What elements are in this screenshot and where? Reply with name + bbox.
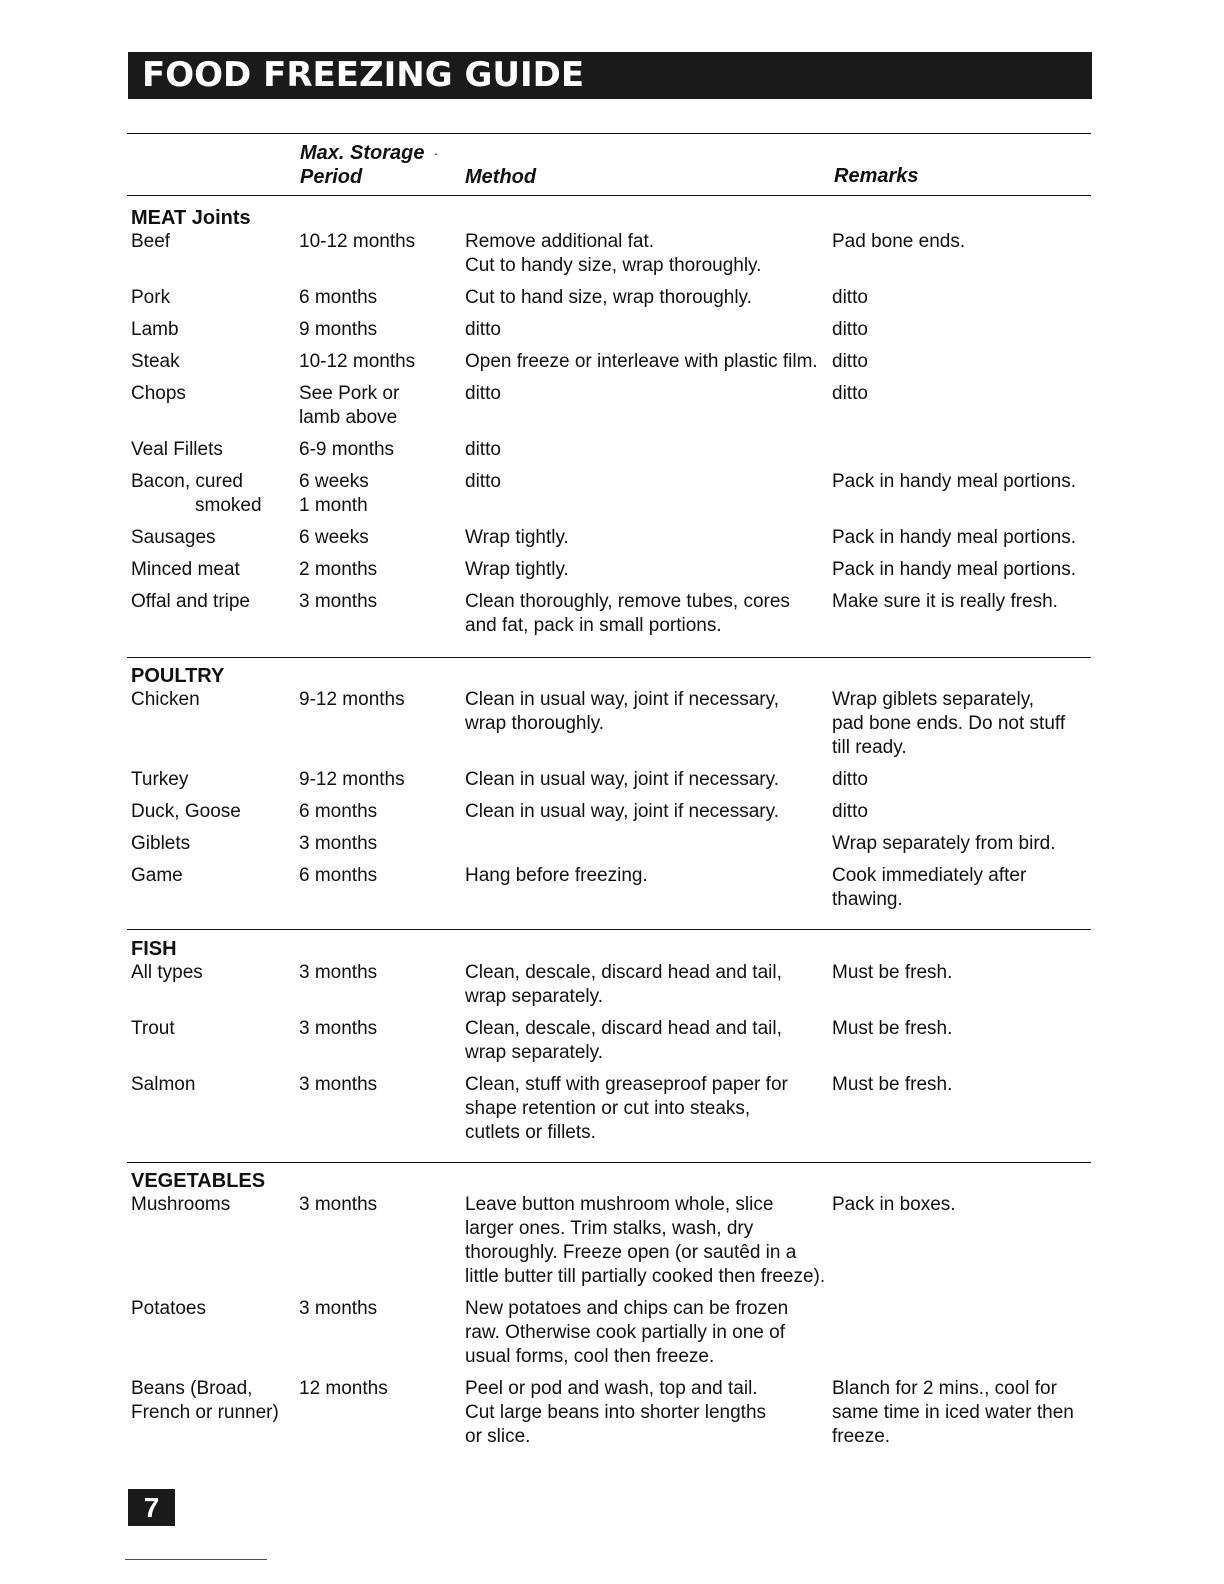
method-line: Clean, descale, discard head and tail,	[465, 1018, 782, 1039]
storage-period-line: 6-9 months	[299, 439, 395, 460]
storage-period-cell	[299, 350, 449, 374]
food-item-line: All types	[131, 962, 203, 983]
table-row	[131, 768, 1091, 792]
food-item-cell	[131, 526, 291, 550]
method-line: ditto	[465, 319, 501, 340]
method-line: Clean in usual way, joint if necessary,	[465, 689, 780, 710]
food-item-cell	[131, 864, 291, 888]
storage-period-line: 6 weeks	[299, 471, 369, 492]
remarks-cell	[832, 230, 1090, 254]
table-row	[131, 864, 1091, 912]
table-row	[131, 800, 1091, 824]
remarks-line: Blanch for 2 mins., cool for	[832, 1378, 1057, 1399]
storage-period-cell	[299, 1297, 449, 1321]
table-row	[131, 470, 1091, 518]
section-meat	[131, 206, 1091, 646]
storage-period-line: 9-12 months	[299, 689, 405, 710]
method-line: wrap separately.	[465, 986, 603, 1007]
method-line: Cut to handy size, wrap thoroughly.	[465, 255, 762, 276]
method-line: Peel or pod and wash, top and tail.	[465, 1378, 758, 1399]
method-line: Clean thoroughly, remove tubes, cores	[465, 591, 790, 612]
method-line: usual forms, cool then freeze.	[465, 1346, 715, 1367]
food-item-line: Minced meat	[131, 559, 240, 580]
remarks-line: Pack in boxes.	[832, 1194, 956, 1215]
storage-period-cell	[299, 800, 449, 824]
method-line: shape retention or cut into steaks,	[465, 1098, 751, 1119]
method-line: Clean, stuff with greaseproof paper for	[465, 1074, 788, 1095]
remarks-cell	[832, 961, 1090, 985]
method-line: Leave button mushroom whole, slice	[465, 1194, 774, 1215]
table-row	[131, 1073, 1091, 1145]
remarks-cell	[832, 1193, 1090, 1217]
food-item-line: Trout	[131, 1018, 175, 1039]
remarks-line: Pad bone ends.	[832, 231, 966, 252]
method-cell	[465, 350, 831, 374]
method-line: ditto	[465, 471, 501, 492]
method-cell	[465, 318, 831, 342]
remarks-line: same time in iced water then	[832, 1402, 1074, 1423]
method-line: or slice.	[465, 1426, 531, 1447]
storage-period-cell	[299, 230, 449, 254]
method-cell	[465, 558, 831, 582]
remarks-line: Must be fresh.	[832, 1074, 953, 1095]
storage-period-line: 6 months	[299, 801, 378, 822]
remarks-line: ditto	[832, 383, 868, 404]
storage-period-cell	[299, 318, 449, 342]
remarks-line: ditto	[832, 351, 868, 372]
storage-period-cell	[299, 864, 449, 888]
remarks-cell	[832, 864, 1090, 912]
food-item-line: Chops	[131, 383, 186, 404]
food-item-cell	[131, 558, 291, 582]
method-line: larger ones. Trim stalks, wash, dry	[465, 1218, 754, 1239]
food-item-cell	[131, 470, 291, 518]
storage-period-line: 9 months	[299, 319, 378, 340]
food-item-line: Potatoes	[131, 1298, 206, 1319]
remarks-line: till ready.	[832, 737, 907, 758]
table-row	[131, 961, 1091, 1009]
header-bottom-rule	[127, 195, 1091, 196]
storage-period-line: 9-12 months	[299, 769, 405, 790]
method-line: Clean in usual way, joint if necessary.	[465, 769, 780, 790]
header-period-line1: Max. Storage	[300, 142, 425, 164]
remarks-line: Must be fresh.	[832, 1018, 953, 1039]
food-item-cell	[131, 286, 291, 310]
remarks-line: ditto	[832, 319, 868, 340]
remarks-line: Cook immediately after	[832, 865, 1027, 886]
storage-period-cell	[299, 526, 449, 550]
method-line: New potatoes and chips can be frozen	[465, 1298, 789, 1319]
section-title: POULTRY	[131, 665, 225, 687]
remarks-cell	[832, 558, 1090, 582]
table-row	[131, 230, 1091, 278]
storage-period-cell	[299, 1377, 449, 1401]
table-row	[131, 558, 1091, 582]
table-row	[131, 832, 1091, 856]
method-line: ditto	[465, 439, 501, 460]
page-title: FOOD FREEZING GUIDE	[142, 55, 585, 95]
remarks-line: Must be fresh.	[832, 962, 953, 983]
remarks-cell	[832, 832, 1090, 856]
remarks-line: Pack in handy meal portions.	[832, 559, 1076, 580]
method-line: thoroughly. Freeze open (or sautêd in a	[465, 1242, 797, 1263]
method-line: Wrap tightly.	[465, 527, 569, 548]
food-item-line: Beans (Broad,	[131, 1378, 253, 1399]
food-item-cell	[131, 800, 291, 824]
remarks-cell	[832, 526, 1090, 550]
table-row	[131, 438, 1091, 462]
storage-period-cell	[299, 470, 449, 518]
remarks-cell	[832, 318, 1090, 342]
method-line: Cut large beans into shorter lengths	[465, 1402, 767, 1423]
method-line: little butter till partially cooked then freeze).	[465, 1266, 826, 1287]
method-cell	[465, 1377, 831, 1449]
header-top-rule	[127, 133, 1091, 134]
table-row	[131, 318, 1091, 342]
food-item-cell	[131, 1297, 291, 1321]
storage-period-line: 3 months	[299, 1194, 378, 1215]
title-bar	[128, 52, 1092, 99]
food-item-cell	[131, 590, 291, 614]
method-cell	[465, 1297, 831, 1369]
table-row	[131, 1377, 1091, 1449]
page-number: 7	[128, 1489, 175, 1526]
section-title: VEGETABLES	[131, 1170, 266, 1192]
food-item-cell	[131, 1377, 291, 1425]
method-line: Clean, descale, discard head and tail,	[465, 962, 782, 983]
food-item-line: Mushrooms	[131, 1194, 231, 1215]
storage-period-line: 12 months	[299, 1378, 388, 1399]
storage-period-line: 6 weeks	[299, 527, 369, 548]
food-item-cell	[131, 1193, 291, 1217]
storage-period-cell	[299, 382, 449, 430]
storage-period-line: 3 months	[299, 1298, 378, 1319]
food-item-cell	[131, 382, 291, 406]
food-item-cell	[131, 832, 291, 856]
remarks-cell	[832, 768, 1090, 792]
food-item-line: Steak	[131, 351, 180, 372]
food-item-cell	[131, 688, 291, 712]
remarks-line: ditto	[832, 801, 868, 822]
method-line: and fat, pack in small portions.	[465, 615, 722, 636]
section-title: FISH	[131, 938, 177, 960]
method-line: ditto	[465, 383, 501, 404]
food-item-line: Sausages	[131, 527, 216, 548]
header-period-line2: Period	[300, 166, 363, 188]
storage-period-line: See Pork or	[299, 383, 400, 404]
food-item-line: smoked	[195, 495, 262, 516]
method-line: wrap thoroughly.	[465, 713, 605, 734]
storage-period-line: 1 month	[299, 495, 368, 516]
table-row	[131, 350, 1091, 374]
remarks-cell	[832, 688, 1090, 760]
remarks-cell	[832, 1017, 1090, 1041]
method-cell	[465, 1193, 831, 1289]
table-row	[131, 688, 1091, 760]
remarks-cell	[832, 286, 1090, 310]
remarks-line: pad bone ends. Do not stuff	[832, 713, 1066, 734]
storage-period-line: lamb above	[299, 407, 398, 428]
method-cell	[465, 590, 831, 638]
storage-period-line: 3 months	[299, 591, 378, 612]
food-item-line: Giblets	[131, 833, 191, 854]
header-dot: .	[434, 142, 438, 158]
storage-period-cell	[299, 961, 449, 985]
method-cell	[465, 832, 831, 856]
remarks-cell	[832, 382, 1090, 406]
remarks-line: ditto	[832, 769, 868, 790]
storage-period-line: 10-12 months	[299, 231, 416, 252]
method-cell	[465, 688, 831, 736]
storage-period-line: 6 months	[299, 287, 378, 308]
storage-period-line: 3 months	[299, 833, 378, 854]
storage-period-cell	[299, 438, 449, 462]
table-row	[131, 382, 1091, 430]
header-remarks: Remarks	[834, 165, 919, 187]
food-item-cell	[131, 1073, 291, 1097]
food-item-line: Lamb	[131, 319, 179, 340]
header-method: Method	[465, 166, 537, 188]
food-item-cell	[131, 438, 291, 462]
method-cell	[465, 438, 831, 462]
storage-period-cell	[299, 590, 449, 614]
method-line: Remove additional fat.	[465, 231, 655, 252]
section-vegetables	[131, 1169, 1091, 1457]
food-item-line: Offal and tripe	[131, 591, 251, 612]
remarks-cell	[832, 1073, 1090, 1097]
method-cell	[465, 864, 831, 888]
food-item-line: Salmon	[131, 1074, 196, 1095]
method-cell	[465, 1017, 831, 1065]
storage-period-cell	[299, 286, 449, 310]
remarks-line: freeze.	[832, 1426, 891, 1447]
storage-period-cell	[299, 558, 449, 582]
method-cell	[465, 1073, 831, 1145]
food-item-cell	[131, 350, 291, 374]
method-cell	[465, 526, 831, 550]
storage-period-cell	[299, 688, 449, 712]
method-cell	[465, 470, 831, 494]
remarks-line: Pack in handy meal portions.	[832, 527, 1076, 548]
method-line: raw. Otherwise cook partially in one of	[465, 1322, 785, 1343]
method-line: Open freeze or interleave with plastic film.	[465, 351, 818, 372]
section-poultry	[131, 664, 1091, 920]
storage-period-cell	[299, 1073, 449, 1097]
footer-line	[125, 1559, 267, 1560]
remarks-line: Wrap separately from bird.	[832, 833, 1056, 854]
table-row	[131, 1297, 1091, 1369]
food-item-line: Chicken	[131, 689, 200, 710]
food-item-line: Duck, Goose	[131, 801, 241, 822]
storage-period-line: 3 months	[299, 1018, 378, 1039]
section-title: MEAT Joints	[131, 207, 251, 229]
storage-period-cell	[299, 1193, 449, 1217]
remarks-line: ditto	[832, 287, 868, 308]
storage-period-cell	[299, 768, 449, 792]
remarks-cell	[832, 1377, 1090, 1449]
food-item-cell	[131, 230, 291, 254]
remarks-cell	[832, 470, 1090, 494]
food-item-line: Bacon, cured	[131, 471, 243, 492]
storage-period-line: 10-12 months	[299, 351, 416, 372]
remarks-line: Make sure it is really fresh.	[832, 591, 1058, 612]
food-item-line: Pork	[131, 287, 171, 308]
food-item-line: Veal Fillets	[131, 439, 223, 460]
food-item-cell	[131, 768, 291, 792]
storage-period-line: 3 months	[299, 1074, 378, 1095]
method-cell	[465, 768, 831, 792]
food-item-cell	[131, 961, 291, 985]
storage-period-cell	[299, 832, 449, 856]
table-row	[131, 286, 1091, 310]
food-item-line: Beef	[131, 231, 171, 252]
food-item-line: Turkey	[131, 769, 189, 790]
method-line: cutlets or fillets.	[465, 1122, 596, 1143]
method-line: Cut to hand size, wrap thoroughly.	[465, 287, 752, 308]
section-divider	[127, 929, 1091, 930]
food-item-cell	[131, 1017, 291, 1041]
method-cell	[465, 382, 831, 406]
table-row	[131, 526, 1091, 550]
table-row	[131, 590, 1091, 638]
remarks-cell	[832, 590, 1090, 614]
method-line: Clean in usual way, joint if necessary.	[465, 801, 780, 822]
remarks-line: Wrap giblets separately,	[832, 689, 1035, 710]
section-divider	[127, 657, 1091, 658]
remarks-line: thawing.	[832, 889, 903, 910]
food-item-cell	[131, 318, 291, 342]
storage-period-line: 3 months	[299, 962, 378, 983]
section-divider	[127, 1162, 1091, 1163]
storage-period-line: 2 months	[299, 559, 378, 580]
table-row	[131, 1017, 1091, 1065]
storage-period-cell	[299, 1017, 449, 1041]
method-cell	[465, 286, 831, 310]
remarks-cell	[832, 350, 1090, 374]
section-fish	[131, 937, 1091, 1153]
food-item-line: French or runner)	[131, 1402, 279, 1423]
remarks-cell	[832, 800, 1090, 824]
storage-period-line: 6 months	[299, 865, 378, 886]
food-item-line: Game	[131, 865, 183, 886]
remarks-line: Pack in handy meal portions.	[832, 471, 1076, 492]
table-row	[131, 1193, 1091, 1289]
method-line: Hang before freezing.	[465, 865, 648, 886]
method-line: wrap separately.	[465, 1042, 603, 1063]
method-cell	[465, 800, 831, 824]
method-cell	[465, 961, 831, 1009]
method-cell	[465, 230, 831, 278]
method-line: Wrap tightly.	[465, 559, 569, 580]
